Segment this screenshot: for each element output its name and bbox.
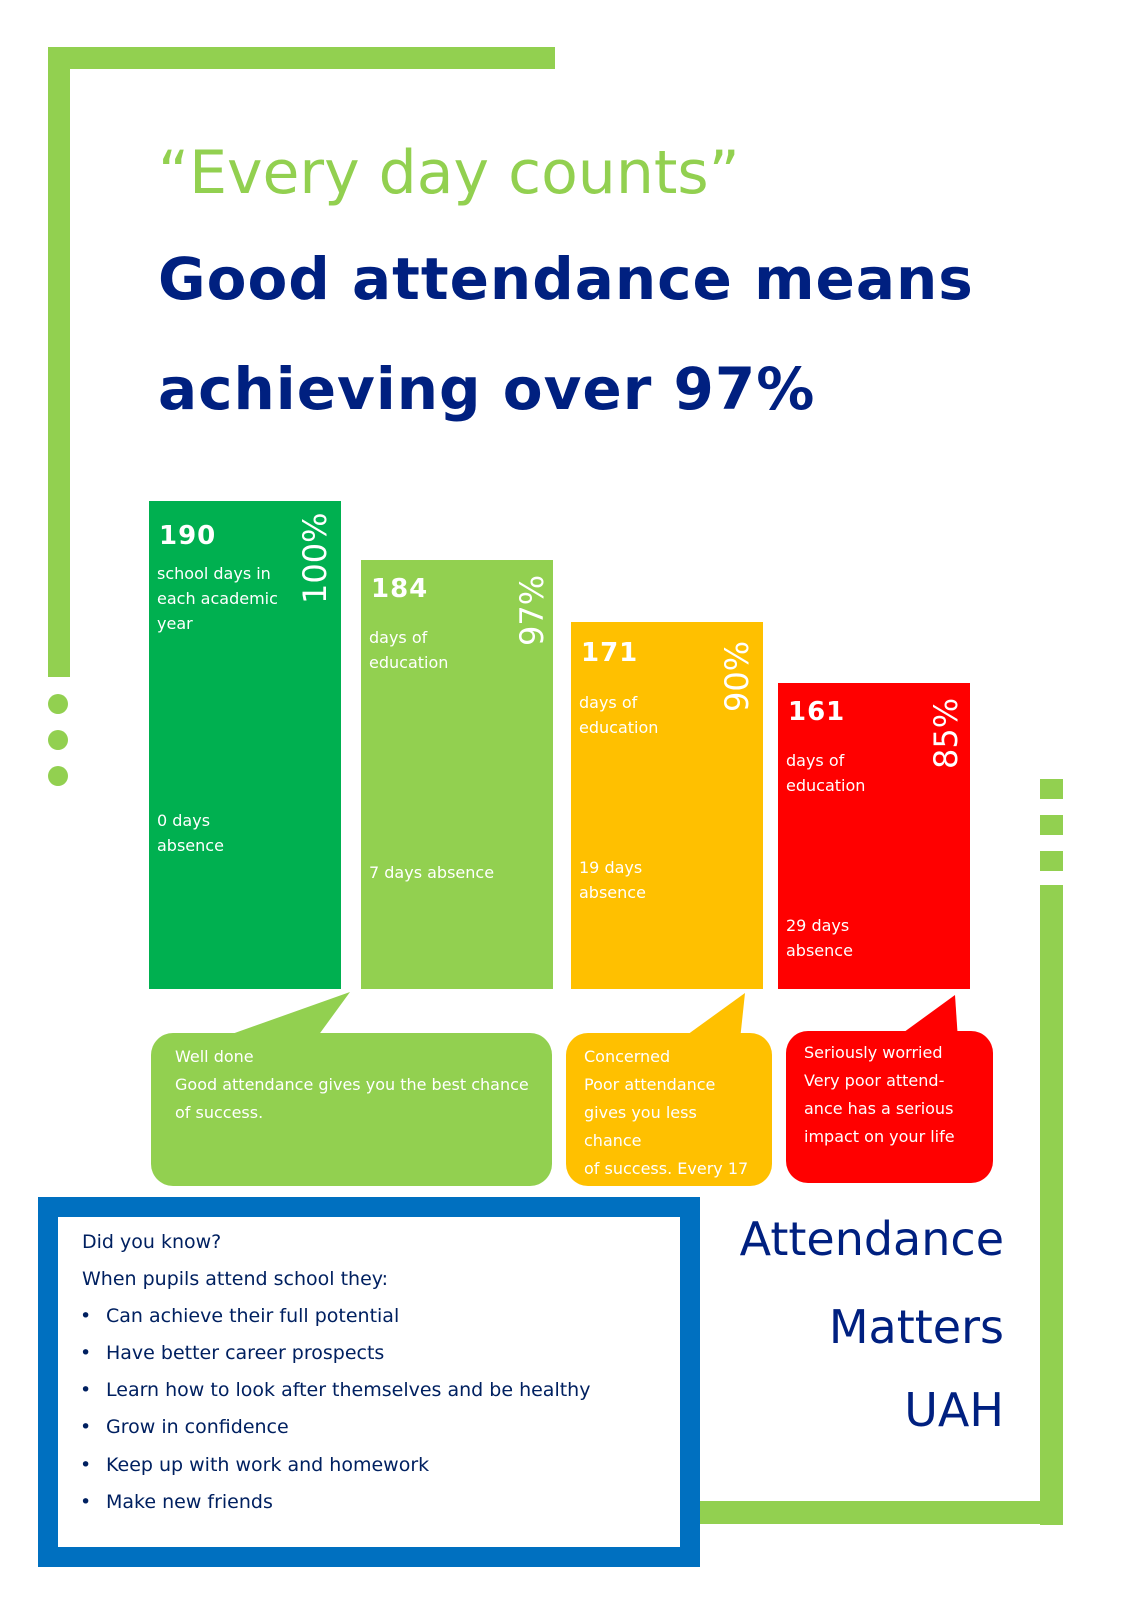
- info-item: Keep up with work and homework: [106, 1454, 430, 1476]
- info-item: Grow in confidence: [106, 1416, 289, 1438]
- bar-absence: 7 days absence: [369, 863, 495, 882]
- bar-absence: 0 days absence: [157, 811, 224, 855]
- bar-percent: 100%: [296, 512, 334, 604]
- bubble-line: gives you less chance: [584, 1103, 697, 1150]
- bubble-line: impact on your life: [804, 1127, 955, 1146]
- info-title: Did you know?: [82, 1231, 222, 1253]
- info-item: Make new friends: [106, 1491, 273, 1513]
- bubble-line: Good attendance gives you the best chance: [175, 1075, 529, 1094]
- bar-percent: 97%: [513, 574, 551, 646]
- bullet-icon: •: [80, 1305, 92, 1327]
- brand-matters: Matters: [828, 1300, 1004, 1354]
- headline-line-1: Good attendance means: [158, 245, 974, 313]
- bubble-line: Seriously worried: [804, 1043, 943, 1062]
- bar-description: days of education: [369, 628, 449, 672]
- bar-days-value: 161: [788, 697, 846, 727]
- bar-description: days of education: [579, 693, 659, 737]
- bullet-icon: •: [80, 1342, 92, 1364]
- bubble-line: ance has a serious: [804, 1099, 954, 1118]
- bar-description: school days in each academic year: [157, 564, 278, 633]
- bar-percent: 90%: [718, 640, 756, 712]
- bubble-line: Concerned: [584, 1047, 671, 1066]
- bar-days-value: 190: [159, 521, 217, 551]
- bullet-icon: •: [80, 1491, 92, 1513]
- bubble-line: of success. Every 17: [584, 1159, 749, 1178]
- bar-days-value: 184: [371, 574, 429, 604]
- info-intro: When pupils attend school they:: [82, 1268, 389, 1290]
- info-item: Learn how to look after themselves and be healthy: [106, 1379, 591, 1401]
- bullet-icon: •: [80, 1379, 92, 1401]
- brand-uah: UAH: [904, 1383, 1004, 1437]
- bullet-icon: •: [80, 1416, 92, 1438]
- quote-heading: “Every day counts”: [158, 138, 740, 208]
- headline-line-2: achieving over 97%: [158, 355, 816, 423]
- bullet-icon: •: [80, 1454, 92, 1476]
- bubble-line: Well done: [175, 1047, 254, 1066]
- bubble-well-done: [151, 1033, 552, 1186]
- bar-days-value: 171: [581, 638, 639, 668]
- did-you-know-box: [38, 1197, 700, 1567]
- bubble-concerned: [566, 1033, 772, 1186]
- bubble-seriously-worried: [786, 1031, 993, 1183]
- info-item: Can achieve their full potential: [106, 1305, 400, 1327]
- info-item: Have better career prospects: [106, 1342, 385, 1364]
- bubble-line: Poor attendance: [584, 1075, 716, 1094]
- bubble-line: of success.: [175, 1103, 264, 1122]
- bar-absence: 19 days absence: [579, 858, 646, 902]
- bubble-line: Very poor attend-: [804, 1071, 945, 1090]
- bar-absence: 29 days absence: [786, 916, 853, 960]
- bar-description: days of education: [786, 751, 866, 795]
- bar-percent: 85%: [927, 697, 965, 769]
- brand-attendance: Attendance: [739, 1212, 1004, 1266]
